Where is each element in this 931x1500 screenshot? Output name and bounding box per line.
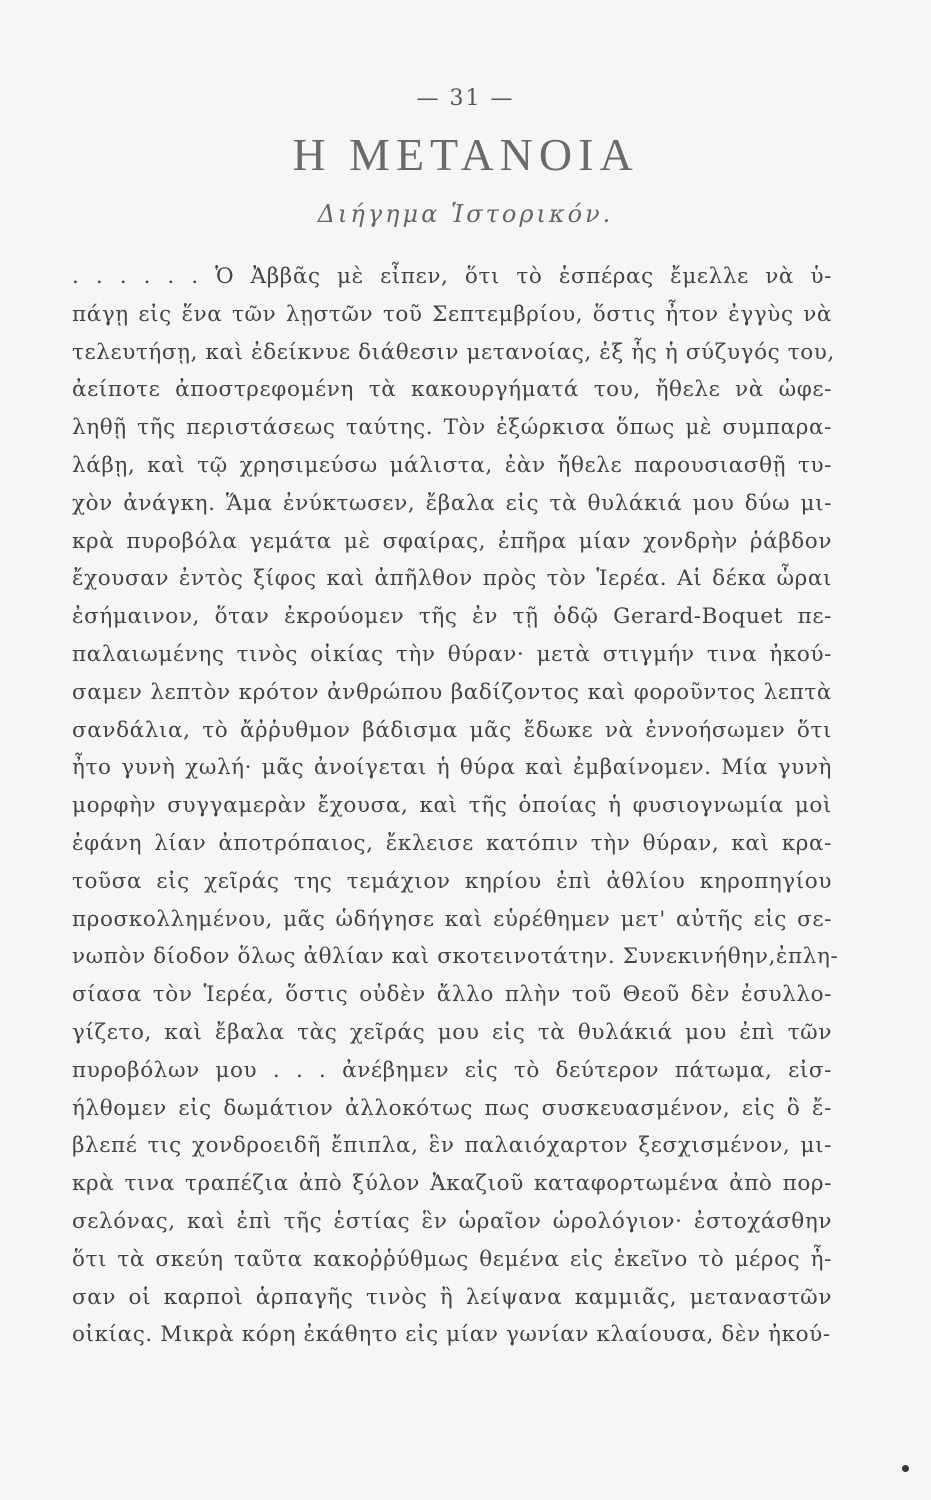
text-line: κρὰ πυροβόλα γεμάτα μὲ σφαίρας, ἐπῆρα μίαν χονδρὴν ῥάβδον — [72, 528, 832, 554]
page-number: — 31 — — [416, 86, 515, 111]
text-line: ήλθομεν εἰς δωμάτιον ἀλλοκότως πως συσκευασμένον, εἰς ὃ ἔ- — [72, 1095, 832, 1121]
text-line: μορφὴν συγγαμερὰν ἔχουσα, καὶ τῆς ὁποίας ἡ φυσιογνωμία μοὶ — [72, 793, 832, 819]
text-line: ἐσήμαινον, ὅταν ἐκρούομεν τῆς ἐν τῇ ὁδῷ Gerard-Boquet πε- — [72, 604, 832, 630]
text-line: ἦτο γυνὴ χωλή· μᾶς ἀνοίγεται ἡ θύρα καὶ ἐμβαίνομεν. Μία γυνὴ — [72, 755, 832, 781]
ink-speck — [902, 1465, 909, 1472]
text-line: προσκολλημένου, μᾶς ὡδήγησε καὶ εὑρέθημεν μετ' αὐτῆς εἰς σε- — [72, 906, 832, 932]
text-line: . . . . . . Ὁ Ἀββᾶς μὲ εἶπεν, ὅτι τὸ ἑσπέρας ἔμελλε νὰ ὑ- — [72, 264, 832, 289]
text-line: τελευτήσῃ, καὶ ἐδείκνυε διάθεσιν μετανοίας, ἐξ ἧς ἡ σύζυγός του, — [72, 339, 835, 365]
text-line: κρὰ τινα τραπέζια ἀπὸ ξύλον Ἀκαζιοῦ καταφορτωμένα ἀπὸ πορ- — [72, 1171, 832, 1197]
text-line: πάγῃ εἰς ἕνα τῶν λῃστῶν τοῦ Σεπτεμβρίου, ὅστις ἦτον ἐγγὺς νὰ — [72, 301, 832, 327]
text-line: σελόνας, καὶ ἐπὶ τῆς ἑστίας ἓν ὡραῖον ὡρολόγιον· ἐστοχάσθην — [72, 1208, 832, 1234]
text-line: νωπὸν δίοδον ὅλως ἀθλίαν καὶ σκοτεινοτάτην. Συνεκινήθην,ἐπλη- — [72, 944, 839, 970]
text-line: σαν οἱ καρποὶ ἁρπαγῆς τινὸς ἢ λείψανα καμμιᾶς, μεταναστῶν — [72, 1284, 832, 1310]
text-line: σανδάλια, τὸ ἄῤῥυθμον βάδισμα μᾶς ἔδωκε νὰ ἐννοήσωμεν ὅτι — [72, 717, 832, 743]
text-line: σαμεν λεπτὸν κρότον ἀνθρώπου βαδίζοντος καὶ φοροῦντος λεπτὰ — [72, 679, 832, 705]
text-line: ἐφάνη λίαν ἀποτρόπαιος, ἔκλεισε κατόπιν τὴν θύραν, καὶ κρα- — [72, 830, 832, 856]
text-line: σίασα τὸν Ἱερέα, ὅστις οὐδὲν ἄλλο πλὴν τοῦ Θεοῦ δὲν ἐσυλλο- — [72, 982, 832, 1008]
text-line: ὅτι τὰ σκεύη ταῦτα κακοῤῥύθμως θεμένα εἰς ἐκεῖνο τὸ μέρος ἦ- — [72, 1246, 832, 1272]
text-line: τοῦσα εἰς χεῖράς της τεμάχιον κηρίου ἐπὶ ἀθλίου κηροπηγίου — [72, 868, 832, 894]
chapter-title: Η ΜΕΤΑΝΟΙΑ — [292, 129, 639, 180]
text-line: λάβῃ, καὶ τῷ χρησιμεύσω μάλιστα, ἐὰν ἤθελε παρουσιασθῇ τυ- — [72, 452, 832, 478]
text-line: οἰκίας. Μικρὰ κόρη ἐκάθητο εἰς μίαν γωνίαν κλαίουσα, δὲν ἠκού- — [72, 1322, 831, 1348]
text-line: ληθῇ τῆς περιστάσεως ταύτης. Τὸν ἐξώρκισα ὅπως μὲ συμπαρα- — [72, 415, 832, 441]
text-line: χὸν ἀνάγκη. Ἅμα ἐνύκτωσεν, ἔβαλα εἰς τὰ θυλάκιά μου δύω μι- — [72, 490, 832, 516]
text-line: παλαιωμένης τινὸς οἰκίας τὴν θύραν· μετὰ στιγμήν τινα ἠκού- — [72, 641, 832, 667]
chapter-subtitle: Διήγημα Ἱστορικόν. — [317, 200, 614, 228]
text-line: γίζετο, καὶ ἔβαλα τὰς χεῖράς μου εἰς τὰ θυλάκιά μου ἐπὶ τῶν — [72, 1019, 832, 1045]
text-line: βλεπέ τις χονδροειδῆ ἔπιπλα, ἓν παλαιόχαρτον ξεσχισμένον, μι- — [72, 1133, 832, 1159]
text-line: πυροβόλων μου . . . ἀνέβημεν εἰς τὸ δεύτερον πάτωμα, εἰσ- — [72, 1057, 832, 1083]
text-line: ἀείποτε ἀποστρεφομένη τὰ κακουργήματά του, ἤθελε νὰ ὠφε- — [72, 377, 832, 403]
text-line: ἔχουσαν ἐντὸς ξίφος καὶ ἀπῆλθον πρὸς τὸν Ἱερέα. Αἱ δέκα ὧραι — [72, 566, 832, 592]
body-text — [72, 258, 839, 1354]
